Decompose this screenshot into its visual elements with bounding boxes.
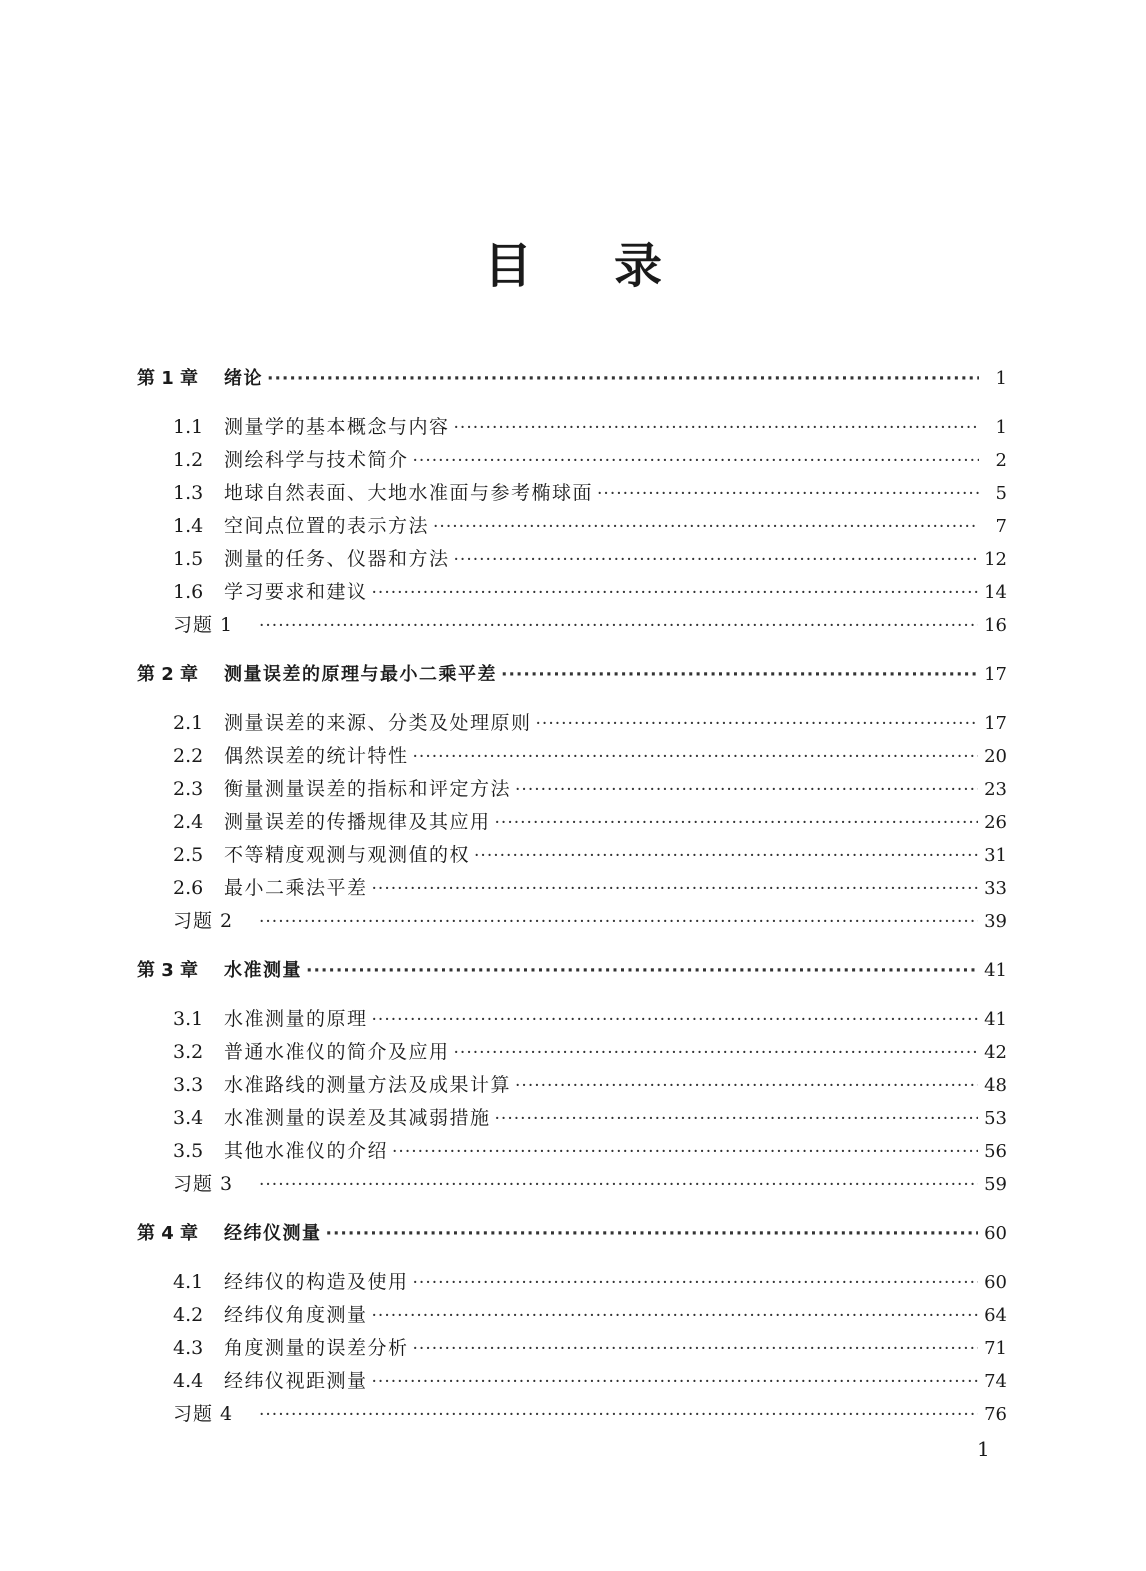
chapter-title: 绪论 — [224, 368, 263, 389]
section-title: 测量的任务、仪器和方法 — [224, 548, 450, 570]
table-of-contents — [137, 362, 1007, 1431]
toc-section[interactable] — [137, 740, 1007, 773]
toc-chapter-1[interactable] — [137, 362, 1007, 395]
section-title: 测量学的基本概念与内容 — [224, 416, 450, 438]
section-number: 2.3 — [173, 778, 204, 800]
exercise-title: 习题 3 — [173, 1173, 234, 1195]
section-title: 水准测量的误差及其减弱措施 — [224, 1107, 491, 1129]
toc-section[interactable] — [137, 1332, 1007, 1365]
page-number: 64 — [984, 1305, 1007, 1326]
chapter-number: 第 4 章 — [137, 1223, 199, 1244]
exercise-title: 习题 4 — [173, 1403, 234, 1425]
toc-section[interactable] — [137, 773, 1007, 806]
page-number: 41 — [984, 1009, 1007, 1030]
section-number: 1.1 — [173, 416, 204, 438]
toc-section[interactable] — [137, 839, 1007, 872]
toc-section[interactable] — [137, 1102, 1007, 1135]
dot-leader — [259, 906, 978, 939]
page-number: 1 — [995, 417, 1007, 438]
section-title: 经纬仪的构造及使用 — [224, 1271, 409, 1293]
toc-exercise[interactable] — [137, 609, 1007, 642]
section-title: 偶然误差的统计特性 — [224, 745, 409, 767]
toc-section[interactable] — [137, 576, 1007, 609]
page-number: 16 — [984, 615, 1007, 636]
section-number: 4.4 — [173, 1370, 204, 1392]
section-title: 不等精度观测与观测值的权 — [224, 844, 471, 866]
page-number: 48 — [984, 1075, 1007, 1096]
page-number: 20 — [984, 746, 1007, 767]
dot-leader — [259, 1169, 978, 1202]
dot-leader — [372, 1366, 979, 1399]
dot-leader — [515, 774, 978, 807]
page-number: 33 — [984, 878, 1007, 899]
page-number: 17 — [984, 664, 1007, 685]
dot-leader — [326, 1218, 979, 1251]
dot-leader — [495, 1103, 979, 1136]
page-number: 23 — [984, 779, 1007, 800]
dot-leader — [501, 659, 978, 692]
toc-chapter-2[interactable] — [137, 658, 1007, 691]
toc-section[interactable] — [137, 543, 1007, 576]
chapter-title: 水准测量 — [224, 960, 302, 981]
dot-leader — [495, 807, 979, 840]
section-title: 经纬仪角度测量 — [224, 1304, 368, 1326]
section-title: 测绘科学与技术简介 — [224, 449, 409, 471]
section-number: 2.1 — [173, 712, 204, 734]
section-number: 2.6 — [173, 877, 204, 899]
dot-leader — [267, 363, 979, 396]
dot-leader — [372, 1004, 979, 1037]
toc-chapter-3[interactable] — [137, 954, 1007, 987]
toc-section[interactable] — [137, 444, 1007, 477]
section-number: 1.2 — [173, 449, 204, 471]
chapter-number: 第 3 章 — [137, 960, 199, 981]
dot-leader — [454, 544, 979, 577]
section-title: 水准路线的测量方法及成果计算 — [224, 1074, 512, 1096]
page-number: 39 — [984, 911, 1007, 932]
section-title: 角度测量的误差分析 — [224, 1337, 409, 1359]
page-number: 17 — [984, 713, 1007, 734]
toc-exercise[interactable] — [137, 1168, 1007, 1201]
section-title: 最小二乘法平差 — [224, 877, 368, 899]
section-title: 普通水准仪的简介及应用 — [224, 1041, 450, 1063]
dot-leader — [306, 955, 978, 988]
section-title: 测量误差的传播规律及其应用 — [224, 811, 491, 833]
page-number: 56 — [984, 1141, 1007, 1162]
dot-leader — [454, 1037, 979, 1070]
toc-section[interactable] — [137, 510, 1007, 543]
exercise-title: 习题 1 — [173, 614, 234, 636]
page-number: 41 — [984, 960, 1007, 981]
page-number: 12 — [984, 549, 1007, 570]
page-title: 目录 — [483, 238, 744, 294]
section-title: 衡量测量误差的指标和评定方法 — [224, 778, 512, 800]
page-number: 53 — [984, 1108, 1007, 1129]
page-number: 60 — [984, 1272, 1007, 1293]
toc-exercise[interactable] — [137, 905, 1007, 938]
section-title: 空间点位置的表示方法 — [224, 515, 430, 537]
section-title: 地球自然表面、大地水准面与参考椭球面 — [224, 482, 594, 504]
page-number: 76 — [984, 1404, 1007, 1425]
dot-leader — [259, 610, 978, 643]
page-number: 59 — [984, 1174, 1007, 1195]
toc-section[interactable] — [137, 872, 1007, 905]
section-number: 3.2 — [173, 1041, 204, 1063]
toc-section[interactable] — [137, 1036, 1007, 1069]
toc-section[interactable] — [137, 477, 1007, 510]
section-number: 3.1 — [173, 1008, 204, 1030]
dot-leader — [413, 445, 979, 478]
page-number: 31 — [984, 845, 1007, 866]
page-number: 60 — [984, 1223, 1007, 1244]
folio-page-number: 1 — [977, 1437, 990, 1461]
section-title: 测量误差的来源、分类及处理原则 — [224, 712, 532, 734]
dot-leader — [536, 708, 979, 741]
toc-section[interactable] — [137, 1299, 1007, 1332]
page-number: 42 — [984, 1042, 1007, 1063]
section-number: 1.3 — [173, 482, 204, 504]
page-number: 14 — [984, 582, 1007, 603]
dot-leader — [413, 741, 979, 774]
chapter-title: 测量误差的原理与最小二乘平差 — [224, 664, 497, 685]
section-number: 1.5 — [173, 548, 204, 570]
toc-exercise[interactable] — [137, 1398, 1007, 1431]
section-number: 3.5 — [173, 1140, 204, 1162]
dot-leader — [372, 1300, 979, 1333]
section-number: 3.3 — [173, 1074, 204, 1096]
section-number: 2.5 — [173, 844, 204, 866]
chapter-number: 第 2 章 — [137, 664, 199, 685]
section-number: 2.4 — [173, 811, 204, 833]
section-number: 3.4 — [173, 1107, 204, 1129]
chapter-title: 经纬仪测量 — [224, 1223, 322, 1244]
toc-section[interactable] — [137, 707, 1007, 740]
page-number: 26 — [984, 812, 1007, 833]
toc-section[interactable] — [137, 1003, 1007, 1036]
dot-leader — [454, 412, 979, 445]
section-title: 经纬仪视距测量 — [224, 1370, 368, 1392]
section-number: 4.1 — [173, 1271, 204, 1293]
page-number: 1 — [995, 368, 1007, 389]
dot-leader — [474, 840, 978, 873]
dot-leader — [433, 511, 979, 544]
exercise-title: 习题 2 — [173, 910, 234, 932]
dot-leader — [597, 478, 979, 511]
toc-section[interactable] — [137, 411, 1007, 444]
toc-section[interactable] — [137, 1069, 1007, 1102]
section-title: 其他水准仪的介绍 — [224, 1140, 389, 1162]
section-number: 4.2 — [173, 1304, 204, 1326]
section-number: 1.6 — [173, 581, 204, 603]
dot-leader — [372, 577, 979, 610]
toc-chapter-4[interactable] — [137, 1217, 1007, 1250]
page-number: 74 — [984, 1371, 1007, 1392]
section-number: 1.4 — [173, 515, 204, 537]
dot-leader — [392, 1136, 978, 1169]
dot-leader — [372, 873, 979, 906]
toc-section[interactable] — [137, 1266, 1007, 1299]
toc-section[interactable] — [137, 1365, 1007, 1398]
dot-leader — [413, 1267, 979, 1300]
page-number: 71 — [984, 1338, 1007, 1359]
toc-section[interactable] — [137, 806, 1007, 839]
dot-leader — [259, 1399, 978, 1432]
toc-section[interactable] — [137, 1135, 1007, 1168]
chapter-number: 第 1 章 — [137, 368, 199, 389]
section-number: 4.3 — [173, 1337, 204, 1359]
section-number: 2.2 — [173, 745, 204, 767]
section-title: 水准测量的原理 — [224, 1008, 368, 1030]
dot-leader — [413, 1333, 979, 1366]
dot-leader — [515, 1070, 978, 1103]
section-title: 学习要求和建议 — [224, 581, 368, 603]
page-number: 7 — [995, 516, 1007, 537]
page-number: 2 — [995, 450, 1007, 471]
page-number: 5 — [995, 483, 1007, 504]
